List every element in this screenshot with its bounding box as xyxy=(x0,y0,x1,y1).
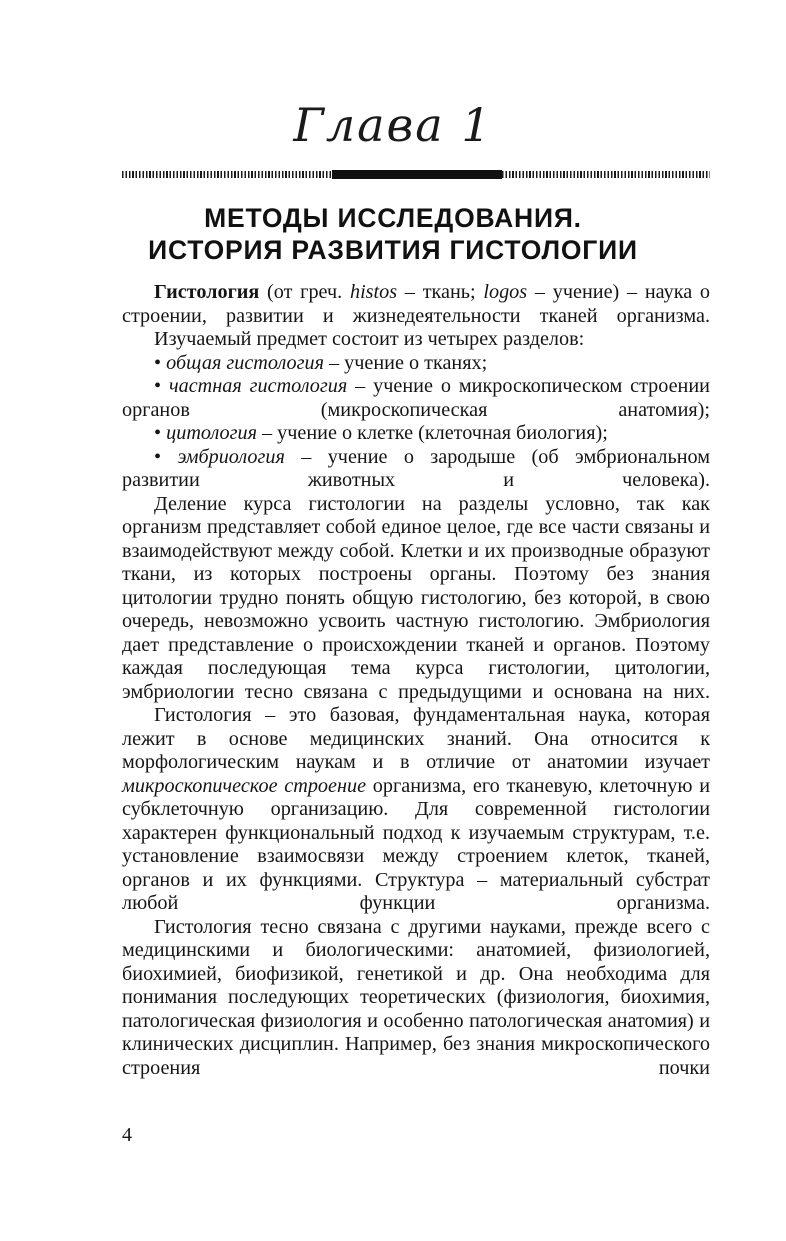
list-item: • эмбриология – учение о зародыше (об эмбриональном развитии животных и человека). xyxy=(122,445,710,491)
list-item: • частная гистология – учение о микроскопическом строении органов (микроскопическая анатомия); xyxy=(122,375,710,421)
body-text xyxy=(122,281,710,1080)
heading-line-2: ИСТОРИЯ РАЗВИТИЯ ГИСТОЛОГИИ xyxy=(148,235,638,265)
greek-word-logos: logos xyxy=(483,281,528,303)
rule-hatch-right xyxy=(502,171,710,178)
rule-bar xyxy=(332,170,502,179)
heading-line-1: МЕТОДЫ ИССЛЕДОВАНИЯ. xyxy=(204,203,582,233)
page-number: 4 xyxy=(122,1124,132,1146)
list-item: • общая гистология – учение о тканях; xyxy=(154,351,488,374)
emphasis-microstructure: микроскопическое строение xyxy=(122,774,367,797)
paragraph-relations: Гистология тесно связана с другими науками, прежде всего с медицинскими и биологическими: анатомией, физиологией, биохимией, биофизикой, генетикой и др. Она необходима для понимания последующих теоретических (физиология, биохимия, патологическая физиология и особенно патологическая анатомия) и клинических дисциплин. Например, без знания микроскопического строения почки xyxy=(122,915,710,1079)
rule-hatch-left xyxy=(122,171,332,178)
paragraph-intro-list: Изучаемый предмет состоит из четырех разделов: xyxy=(154,328,585,350)
term-histology: Гистология xyxy=(154,281,260,303)
chapter-title: Глава 1 xyxy=(293,98,493,152)
section-heading xyxy=(0,202,786,266)
paragraph-fundamental: Гистология – это базовая, фундаментальная наука, которая лежит в основе медицинских знаний. Она относится к морфологическим наукам и в отличие от анатомии изучает микроскопическое строение организма, его тканевую, клеточную и субклеточную организацию. Для современной гистологии характерен функциональный подход к изучаемым структурам, т.е. установление взаимосвязи между строением клеток, тканей, органов и их функциями. Структура – материальный субстрат любой функции организма. xyxy=(122,704,710,914)
paragraph-division: Деление курса гистологии на разделы условно, так как организм представляет собой единое целое, где все части связаны и взаимодействуют между собой. Клетки и их производные образуют ткани, из которых построены органы. Поэтому без знания цитологии трудно понять общую гистологию, без которой, в свою очередь, невозможно усвоить частную гистологию. Эмбриология дает представление о происхождении тканей и органов. Поэтому каждая последующая тема курса гистологии, цитологии, эмбриологии тесно связана с предыдущими и основана на них. xyxy=(122,492,710,703)
chapter-rule xyxy=(122,170,710,179)
greek-word-histos: histos xyxy=(349,281,398,303)
paragraph-definition: Гистология (от греч. histos – ткань; logos – учение) – наука о строении, развитии и жизнедеятельности тканей организма. xyxy=(122,281,711,327)
list-item: • цитология – учение о клетке (клеточная биология); xyxy=(154,422,608,444)
